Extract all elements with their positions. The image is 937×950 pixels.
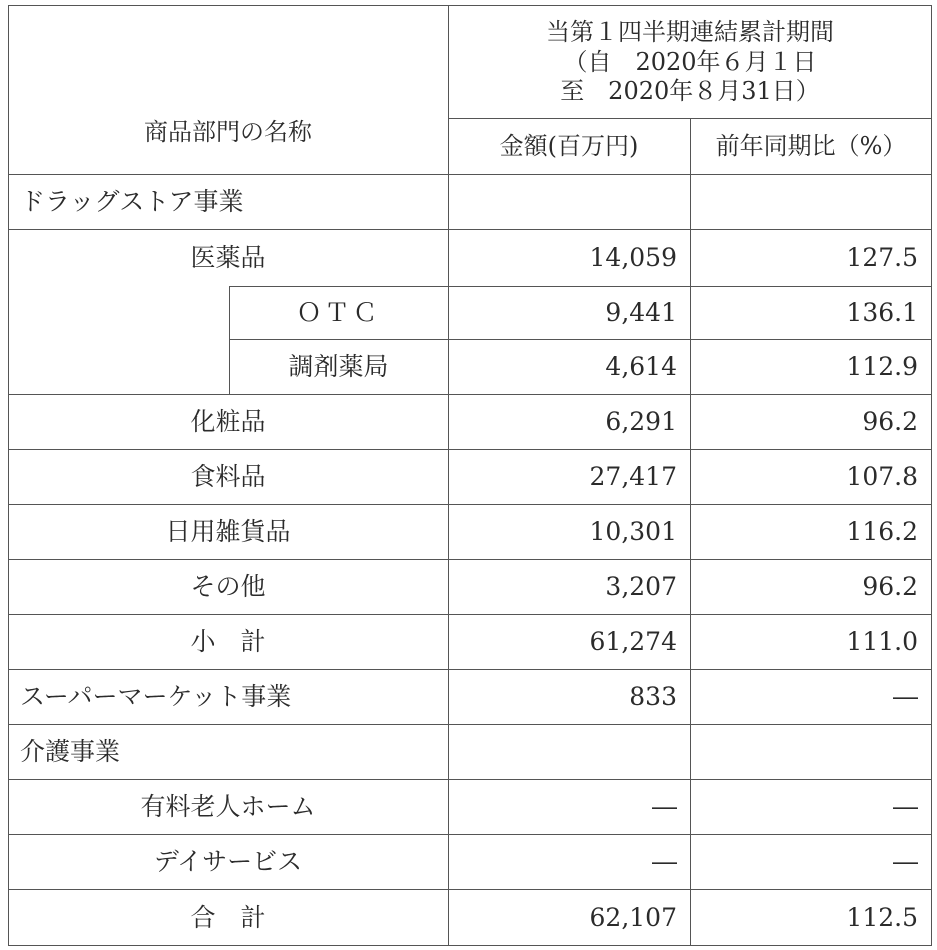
row-ratio: ― — [893, 682, 918, 711]
row-amount: 9,441 — [605, 298, 677, 327]
row-label-category: 食料品 — [190, 462, 266, 491]
row-ratio: 127.5 — [846, 243, 918, 272]
divider-horizontal — [8, 779, 932, 780]
row-ratio: 112.5 — [846, 903, 918, 932]
row-amount: ― — [652, 847, 677, 876]
row-amount: 4,614 — [605, 352, 677, 381]
row-ratio: ― — [893, 792, 918, 821]
row-amount: 10,301 — [589, 517, 677, 546]
divider-horizontal — [448, 118, 932, 119]
header-ratio-column: 前年同期比（%） — [715, 132, 907, 160]
row-ratio: 96.2 — [862, 572, 918, 601]
row-amount: ― — [652, 792, 677, 821]
row-ratio: 112.9 — [846, 352, 918, 381]
row-ratio: 107.8 — [846, 462, 918, 491]
row-ratio: 136.1 — [846, 298, 918, 327]
header-period-to: 至 2020年８月31日） — [560, 77, 820, 105]
row-label-subcategory: ＯＴＣ — [296, 298, 381, 327]
divider-horizontal — [229, 339, 932, 340]
row-label-category: 化粧品 — [190, 407, 266, 436]
row-amount: 27,417 — [589, 462, 677, 491]
row-label-category: 日用雑貨品 — [165, 517, 291, 546]
row-label-segment: スーパーマーケット事業 — [20, 682, 292, 711]
header-period-from: （自 2020年６月１日 — [563, 48, 817, 76]
row-label-segment: ドラッグストア事業 — [20, 187, 244, 216]
divider-horizontal — [8, 559, 932, 560]
row-ratio: 111.0 — [846, 627, 918, 656]
row-label-category: 有料老人ホーム — [140, 792, 316, 821]
row-amount: 3,207 — [605, 572, 677, 601]
row-label-total: 合 計 — [190, 903, 266, 932]
divider-horizontal — [8, 449, 932, 450]
divider-horizontal — [8, 229, 932, 230]
table-border-top — [8, 5, 932, 6]
row-label-category: デイサービス — [153, 847, 303, 876]
header-category-column: 商品部門の名称 — [144, 118, 312, 146]
row-amount: 61,274 — [589, 627, 677, 656]
row-amount: 833 — [629, 682, 677, 711]
table-border-bottom — [8, 945, 932, 946]
divider-horizontal — [8, 889, 932, 890]
row-label-category: 医薬品 — [190, 243, 266, 272]
divider-horizontal — [8, 394, 932, 395]
divider-horizontal — [8, 614, 932, 615]
row-ratio: 116.2 — [846, 517, 918, 546]
header-period-title: 当第１四半期連結累計期間 — [546, 18, 834, 46]
divider-horizontal — [8, 834, 932, 835]
row-amount: 62,107 — [589, 903, 677, 932]
row-label-segment: 介護事業 — [20, 737, 121, 766]
header-amount-column: 金額(百万円) — [499, 132, 639, 160]
row-label-subcategory: 調剤薬局 — [288, 352, 389, 381]
divider-horizontal — [8, 669, 932, 670]
divider-horizontal — [8, 724, 932, 725]
row-label-subtotal: 小 計 — [190, 627, 266, 656]
divider-horizontal — [8, 174, 932, 175]
divider-horizontal — [8, 504, 932, 505]
divider-horizontal — [229, 286, 932, 287]
row-ratio: 96.2 — [862, 407, 918, 436]
row-amount: 14,059 — [589, 243, 677, 272]
row-amount: 6,291 — [605, 407, 677, 436]
row-label-category: その他 — [190, 572, 266, 601]
row-ratio: ― — [893, 847, 918, 876]
